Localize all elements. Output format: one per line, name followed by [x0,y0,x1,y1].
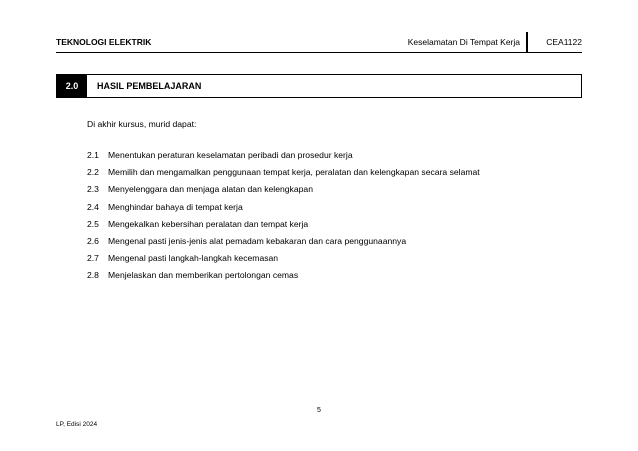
outcome-number: 2.1 [87,150,99,160]
outcome-number: 2.4 [87,201,99,212]
list-item [87,233,587,250]
outcome-text: Memilih dan mengamalkan penggunaan tempat kerja, peralatan dan kelengkapan secara selamat [108,167,480,178]
course-title: TEKNOLOGI ELEKTRIK [56,37,152,47]
section-title: HASIL PEMBELAJARAN [97,81,202,91]
section-number: 2.0 [57,75,87,97]
outcome-text: Menyelenggara dan menjaga alatan dan kelengkapan [108,184,313,195]
list-item [87,147,587,164]
list-item [87,250,587,267]
outcome-text: Menjelaskan dan memberikan pertolongan cemas [108,270,299,281]
outcome-number: 2.8 [87,270,99,281]
outcome-number: 2.7 [87,253,99,264]
outcome-number: 2.6 [87,235,99,246]
course-code: CEA1122 [546,37,582,47]
page-number: 5 [317,407,321,414]
header-divider [526,32,528,52]
outcome-text: Mengenal pasti jenis-jenis alat pemadam kebakaran dan cara penggunaannya [108,235,407,246]
page-header [56,34,582,53]
outcome-number: 2.2 [87,167,99,178]
outcome-text: Mengenal pasti langkah-langkah kecemasan [108,253,279,264]
list-item [87,267,587,284]
section-heading [56,74,582,98]
list-item [87,199,587,216]
outcome-number: 2.3 [87,184,99,195]
intro-text: Di akhir kursus, murid dapat: [87,119,197,129]
outcome-text: Menentukan peraturan keselamatan peribadi dan prosedur kerja [108,150,353,160]
outcome-text: Menghindar bahaya di tempat kerja [108,201,243,212]
list-item [87,164,587,181]
list-item [87,181,587,198]
outcome-text: Mengekalkan kebersihan peralatan dan tempat kerja [108,218,309,229]
list-item [87,216,587,233]
topic-title: Keselamatan Di Tempat Kerja [407,37,520,47]
learning-outcomes-list [87,147,587,285]
outcome-number: 2.5 [87,218,99,229]
edition-label: LP, Edisi 2024 [56,421,98,428]
